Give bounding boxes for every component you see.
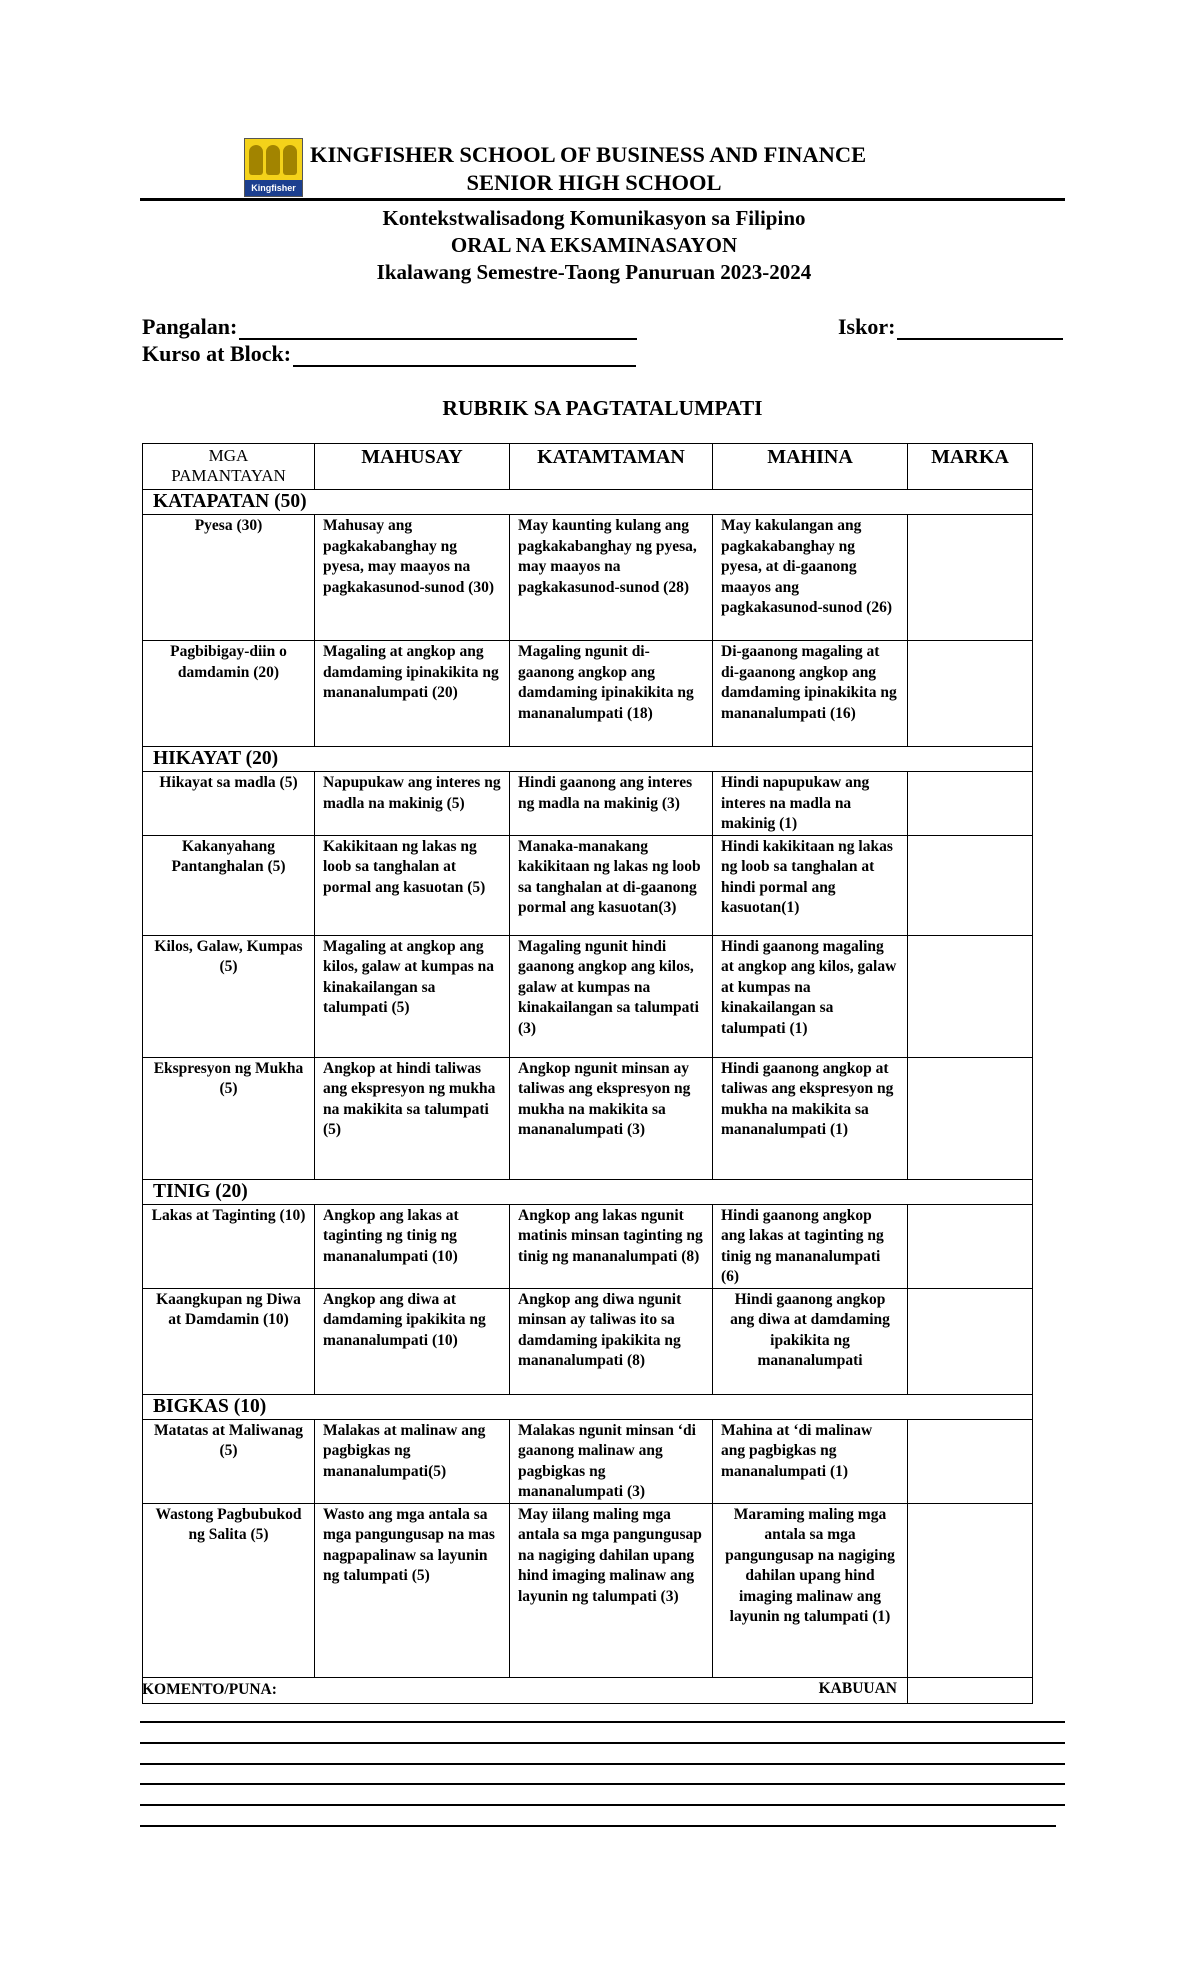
mahusay-cell: Angkop at hindi taliwas ang ekspresyon ng mukha na makikita sa talumpati (5) <box>315 1057 510 1179</box>
score-cell[interactable] <box>908 1057 1033 1179</box>
mahusay-cell: Mahusay ang pagkakabanghay ng pyesa, may maayos na pagkakasunod-sunod (30) <box>315 515 510 641</box>
mahina-cell: Hindi gaanong magaling at angkop ang kilos, galaw at kumpas na kinakailangan sa talumpati (1) <box>713 935 908 1057</box>
subject-title: Kontekstwalisadong Komunikasyon sa Filipino <box>382 206 806 230</box>
mahina-cell: Maraming maling mga antala sa mga pangungusap na nagiging dahilan upang hind imaging malinaw ang layunin ng talumpati (1) <box>713 1503 908 1677</box>
score-cell[interactable] <box>908 641 1033 747</box>
score-cell[interactable] <box>908 935 1033 1057</box>
column-header: MAHINA <box>713 444 908 490</box>
score-cell[interactable] <box>908 1503 1033 1677</box>
katamtaman-cell: May kaunting kulang ang pagkakabanghay ng pyesa, may maayos na pagkakasunod-sunod (28) <box>510 515 713 641</box>
katamtaman-cell: Angkop ang lakas ngunit matinis minsan taginting ng tinig ng mananalumpati (8) <box>510 1204 713 1288</box>
criterion-cell: Kaangkupan ng Diwa at Damdamin (10) <box>143 1288 315 1394</box>
table-row <box>143 641 1033 747</box>
katamtaman-cell: Hindi gaanong ang interes ng madla na makinig (3) <box>510 772 713 836</box>
section-heading: KATAPATAN (50) <box>143 490 1033 515</box>
katamtaman-cell: Malakas ngunit minsan ‘di gaanong malinaw ang pagbigkas ng mananalumpati (3) <box>510 1419 713 1503</box>
criterion-cell: Pyesa (30) <box>143 515 315 641</box>
course-label: Kurso at Block: <box>142 341 292 366</box>
comment-line[interactable] <box>140 1742 1065 1744</box>
mahusay-cell: Magaling at angkop ang damdaming ipinakikita ng mananalumpati (20) <box>315 641 510 747</box>
term-title: Ikalawang Semestre-Taong Panuruan 2023-2024 <box>376 260 812 284</box>
katamtaman-cell: Magaling ngunit di-gaanong angkop ang damdaming ipinakikita ng mananalumpati (18) <box>510 641 713 747</box>
comment-line[interactable] <box>140 1763 1065 1765</box>
score-label: Iskor: <box>838 314 896 339</box>
total-score-cell[interactable] <box>908 1677 1033 1703</box>
rubric-table <box>142 443 1033 1704</box>
table-row <box>143 1503 1033 1677</box>
comment-line[interactable] <box>140 1783 1065 1785</box>
logo-text: Kingfisher <box>245 180 302 196</box>
section-row <box>143 1394 1033 1419</box>
criterion-cell: Matatas at Maliwanag (5) <box>143 1419 315 1503</box>
section-heading: HIKAYAT (20) <box>143 747 1033 772</box>
katamtaman-cell: Manaka-manakang kakikitaan ng lakas ng loob sa tanghalan at di-gaanong pormal ang kasuotan(3) <box>510 835 713 935</box>
mahusay-cell: Malakas at malinaw ang pagbigkas ng mananalumpati(5) <box>315 1419 510 1503</box>
course-blank[interactable] <box>293 343 636 367</box>
mahina-cell: Hindi kakikitaan ng lakas ng loob sa tanghalan at hindi pormal ang kasuotan(1) <box>713 835 908 935</box>
table-row <box>143 772 1033 836</box>
school-name: KINGFISHER SCHOOL OF BUSINESS AND FINANCE <box>310 142 867 167</box>
katamtaman-cell: Angkop ngunit minsan ay taliwas ang ekspresyon ng mukha na makikita sa mananalumpati (3) <box>510 1057 713 1179</box>
criterion-cell: Ekspresyon ng Mukha (5) <box>143 1057 315 1179</box>
name-label: Pangalan: <box>142 314 238 339</box>
mahina-cell: May kakulangan ang pagkakabanghay ng pyesa, at di-gaanong maayos ang pagkakasunod-sunod (26) <box>713 515 908 641</box>
mahina-cell: Hindi gaanong angkop at taliwas ang ekspresyon ng mukha na makikita sa mananalumpati (1) <box>713 1057 908 1179</box>
score-cell[interactable] <box>908 1419 1033 1503</box>
score-cell[interactable] <box>908 772 1033 836</box>
name-blank[interactable] <box>239 316 637 340</box>
comments-label: KOMENTO/PUNA: <box>142 1681 277 1698</box>
exam-title: ORAL NA EKSAMINASAYON <box>450 233 738 257</box>
column-header: MARKA <box>908 444 1033 490</box>
score-cell[interactable] <box>908 1288 1033 1394</box>
mahina-cell: Mahina at ‘di malinaw ang pagbigkas ng mananalumpati (1) <box>713 1419 908 1503</box>
course-field[interactable] <box>142 341 636 367</box>
katamtaman-cell: May iilang maling mga antala sa mga pangungusap na nagiging dahilan upang hind imaging malinaw ang layunin ng talumpati (3) <box>510 1503 713 1677</box>
column-header: MGA PAMANTAYAN <box>143 444 315 490</box>
section-heading: TINIG (20) <box>143 1179 1033 1204</box>
score-cell[interactable] <box>908 1204 1033 1288</box>
table-row <box>143 1419 1033 1503</box>
section-row <box>143 1179 1033 1204</box>
section-row <box>143 747 1033 772</box>
total-label: KABUUAN <box>143 1677 908 1703</box>
header-divider <box>140 198 1065 201</box>
name-field[interactable] <box>142 314 637 340</box>
table-header-row <box>143 444 1033 490</box>
column-header: MAHUSAY <box>315 444 510 490</box>
mahina-cell: Hindi napupukaw ang interes na madla na makinig (1) <box>713 772 908 836</box>
table-row <box>143 1288 1033 1394</box>
column-header: KATAMTAMAN <box>510 444 713 490</box>
criterion-cell: Kakanyahang Pantanghalan (5) <box>143 835 315 935</box>
section-heading: BIGKAS (10) <box>143 1394 1033 1419</box>
comment-line[interactable] <box>140 1721 1065 1723</box>
mahina-cell: Hindi gaanong angkop ang diwa at damdaming ipakikita ng mananalumpati <box>713 1288 908 1394</box>
criterion-cell: Pagbibigay-diin o damdamin (20) <box>143 641 315 747</box>
mahina-cell: Di-gaanong magaling at di-gaanong angkop ang damdaming ipinakikita ng mananalumpati (16) <box>713 641 908 747</box>
score-cell[interactable] <box>908 515 1033 641</box>
katamtaman-cell: Angkop ang diwa ngunit minsan ay taliwas ito sa damdaming ipakikita ng mananalumpati (8) <box>510 1288 713 1394</box>
mahusay-cell: Angkop ang lakas at taginting ng tinig ng mananalumpati (10) <box>315 1204 510 1288</box>
mahusay-cell: Kakikitaan ng lakas ng loob sa tanghalan at pormal ang kasuotan (5) <box>315 835 510 935</box>
mahusay-cell: Angkop ang diwa at damdaming ipakikita ng mananalumpati (10) <box>315 1288 510 1394</box>
comment-line[interactable] <box>140 1804 1065 1806</box>
comment-line[interactable] <box>140 1825 1056 1827</box>
criterion-cell: Hikayat sa madla (5) <box>143 772 315 836</box>
criterion-cell: Wastong Pagbubukod ng Salita (5) <box>143 1503 315 1677</box>
table-row <box>143 935 1033 1057</box>
criterion-cell: Kilos, Galaw, Kumpas (5) <box>143 935 315 1057</box>
mahusay-cell: Wasto ang mga antala sa mga pangungusap na mas nagpapalinaw sa layunin ng talumpati (5) <box>315 1503 510 1677</box>
mahusay-cell: Napupukaw ang interes ng madla na makinig (5) <box>315 772 510 836</box>
katamtaman-cell: Magaling ngunit hindi gaanong angkop ang kilos, galaw at kumpas na kinakailangan sa talumpati (3) <box>510 935 713 1057</box>
section-row <box>143 490 1033 515</box>
criterion-cell: Lakas at Taginting (10) <box>143 1204 315 1288</box>
score-cell[interactable] <box>908 835 1033 935</box>
rubric-title: RUBRIK SA PAGTATALUMPATI <box>442 396 763 420</box>
mahusay-cell: Magaling at angkop ang kilos, galaw at kumpas na kinakailangan sa talumpati (5) <box>315 935 510 1057</box>
table-row <box>143 835 1033 935</box>
school-division: SENIOR HIGH SCHOOL <box>466 170 722 195</box>
score-field[interactable] <box>838 314 1063 340</box>
mahina-cell: Hindi gaanong angkop ang lakas at taginting ng tinig ng mananalumpati (6) <box>713 1204 908 1288</box>
table-row <box>143 1204 1033 1288</box>
score-blank[interactable] <box>897 316 1063 340</box>
table-row <box>143 1057 1033 1179</box>
table-row <box>143 515 1033 641</box>
